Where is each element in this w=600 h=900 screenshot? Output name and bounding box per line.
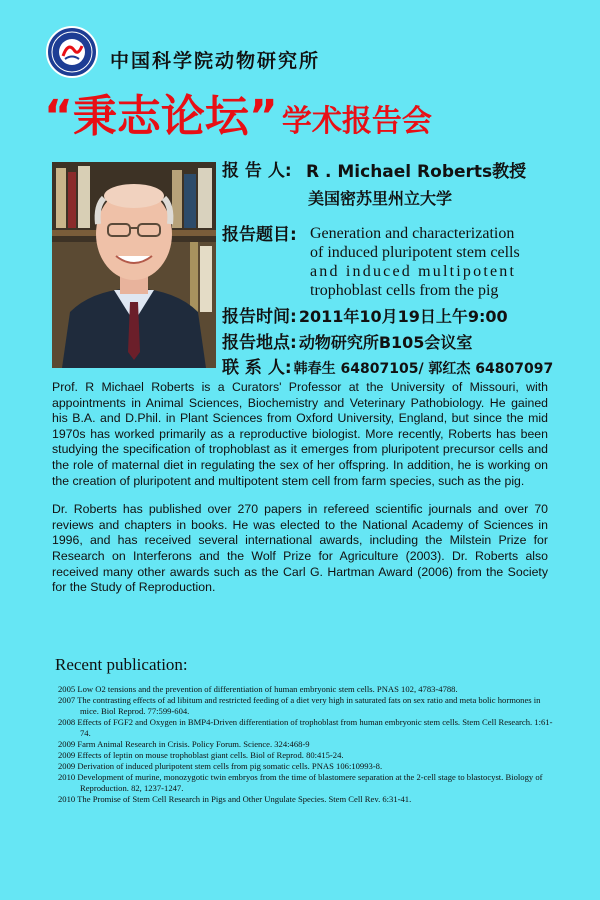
speaker-label: 报 告 人: <box>222 161 292 181</box>
topic-text <box>310 224 600 300</box>
publication-item: 2009 Derivation of induced pluripotent stem cells from pig somatic cells. PNAS 106:10993-8. <box>58 761 383 771</box>
publication-item: 2009 Farm Animal Research in Crisis. Policy Forum. Science. 324:468-9 <box>58 739 310 749</box>
publication-item: 2010 Development of murine, monozygotic twin embryos from the time of blastomere separation at the 2-cell stage to blastocyst. Biology of Reproduction. 82, 1237-1247. <box>58 772 543 793</box>
institute-name: 中国科学院动物研究所 <box>110 50 321 72</box>
topic-label: 报告题目: <box>222 225 297 245</box>
logo-emblem-icon <box>48 28 96 76</box>
speaker-biography <box>52 380 548 609</box>
publication-list <box>58 684 558 805</box>
time-value: 2011年10月19日上午9:00 <box>298 307 508 326</box>
publication-item: 2007 The contrasting effects of ad libitum and restricted feeding of a diet very high in saturated fats on sex ratio and meta bolic hormones in mice. Biol Reprod. 77:599-604. <box>58 695 541 716</box>
topic-line: trophoblast cells from the pig <box>310 282 499 299</box>
meeting-title: 学术报告会 <box>281 104 432 139</box>
place-label: 报告地点: <box>222 333 297 353</box>
topic-row <box>222 220 297 245</box>
place-value: 动物研究所B105会议室 <box>298 333 473 352</box>
institute-logo <box>46 26 98 78</box>
contact-label: 联 系 人: <box>222 358 292 378</box>
page-title <box>44 80 584 144</box>
speaker-affiliation: 美国密苏里州立大学 <box>308 189 453 208</box>
publication-item: 2008 Effects of FGF2 and Oxygen in BMP4-Driven differentiation of trophoblast from human embryonic stem cells. Stem Cell Research. 1:61-74. <box>58 717 553 738</box>
publications-heading: Recent publication: <box>55 655 188 674</box>
place-row <box>222 328 472 353</box>
topic-line: and induced multipotent <box>310 263 517 280</box>
topic-line: of induced pluripotent stem cells <box>310 244 520 261</box>
publication-item: 2010 The Promise of Stem Cell Research in Pigs and Other Ungulate Species. Stem Cell Rev. 6:31-41. <box>58 794 412 804</box>
time-label: 报告时间: <box>222 307 297 327</box>
publication-item: 2009 Effects of leptin on mouse trophoblast giant cells. Biol of Reprod. 80:415-24. <box>58 750 344 760</box>
speaker-row <box>222 156 592 186</box>
speaker-name: R . Michael Roberts教授 <box>306 162 527 182</box>
forum-title: “秉志论坛” <box>44 91 278 142</box>
topic-line: Generation and characterization <box>310 225 515 242</box>
contact-row <box>222 353 553 378</box>
speaker-photo <box>52 162 216 368</box>
bio-paragraph: Dr. Roberts has published over 270 papers in refereed scientific journals and over 70 reviews and chapters in books. He was elected to the National Academy of Sciences in 1996, and has received several international awards, including the Milstein Prize for Research on Interferons and the Wolf Prize for Agriculture (2003). Dr. Roberts also received many other awards such as the Carl G. Hartman Award (2006) from the Society for the Study of Reproduction. <box>52 502 548 595</box>
bio-paragraph: Prof. R Michael Roberts is a Curators' Professor at the University of Missouri, with appointments in Animal Sciences, Biochemistry and Veterinary Pathobiology. He gained his B.A. and D.Phil. in Plant Sciences from Oxford University, England, but since the mid 1970s has worked primarily as a reproductive biologist. More recently, Roberts has been studying the specification of trophoblast as it emerges from pluripotent precursor cells and the role of maternal diet in regulating the sex of her offspring. In addition, he is working on the creation of pluripotent and multipotent stem cell from farm species, such as the pig. <box>52 380 548 488</box>
contact-value: 韩春生 64807105/ 郭红杰 64807097 <box>293 361 554 377</box>
time-row <box>222 302 508 327</box>
publication-item: 2005 Low O2 tensions and the prevention of differentiation of human embryonic stem cells. PNAS 102, 4783-4788. <box>58 684 458 694</box>
talk-info <box>222 156 592 378</box>
